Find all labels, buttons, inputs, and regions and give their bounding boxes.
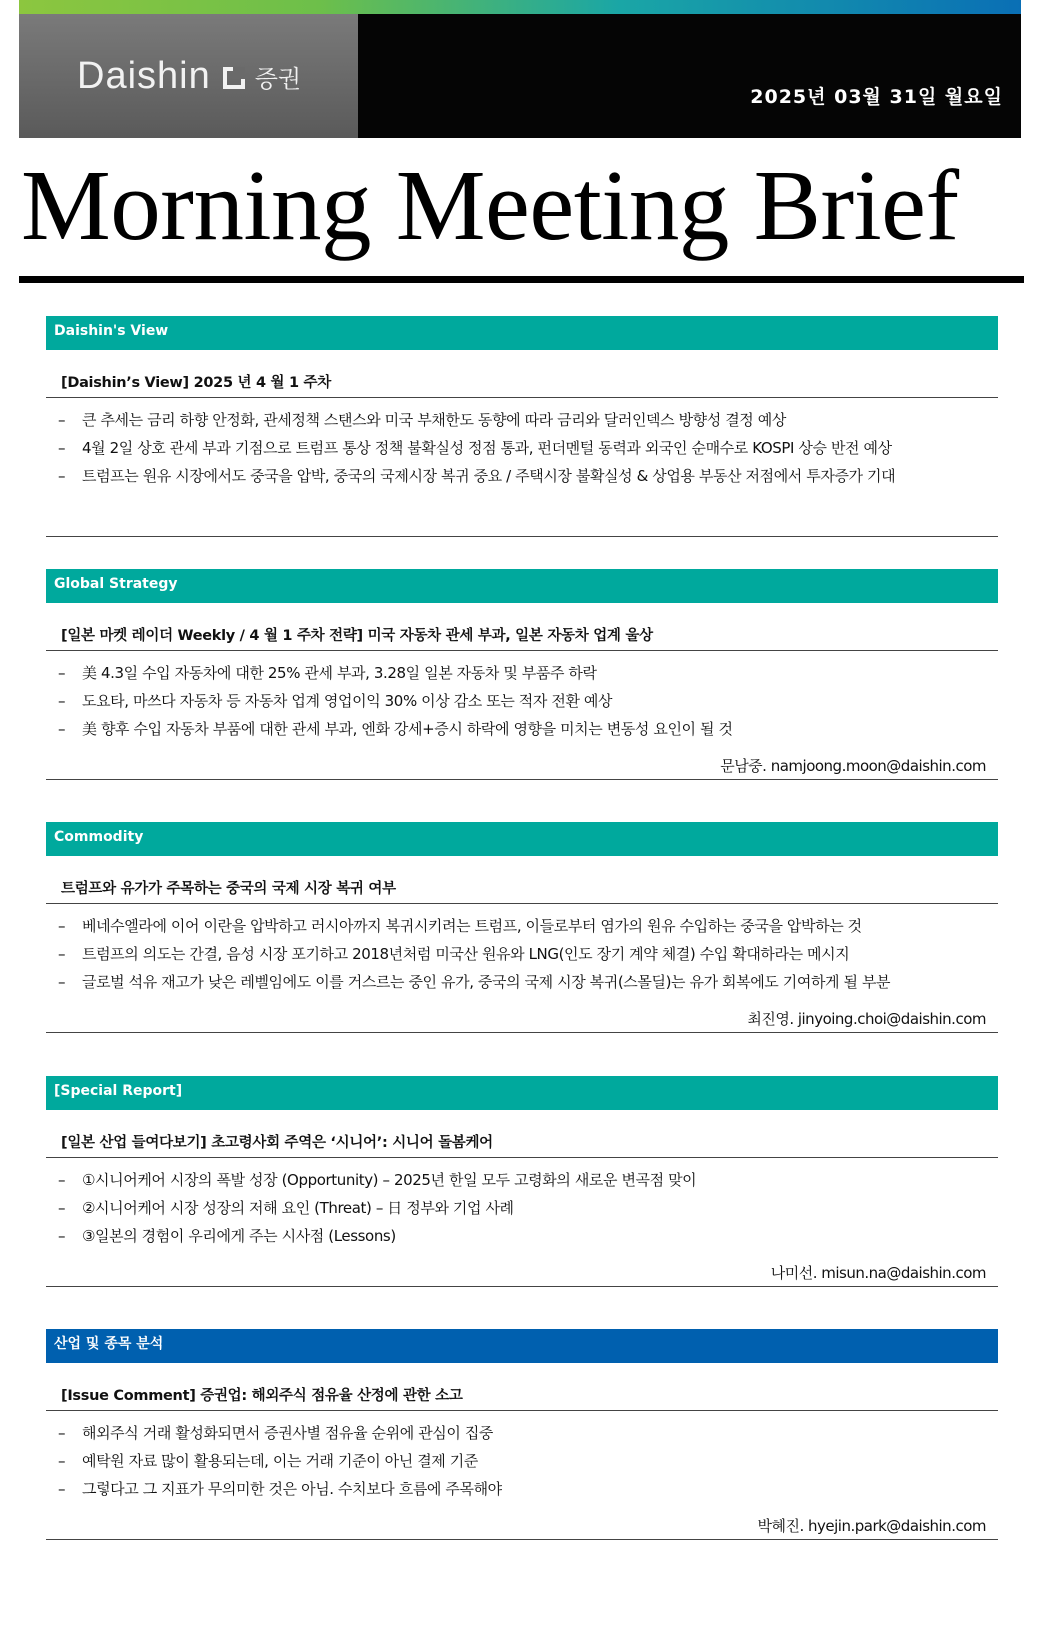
article-divider	[46, 650, 998, 651]
list-item: – 그렇다고 그 지표가 무의미한 것은 아님. 수치보다 흐름에 주목해야	[46, 1475, 998, 1503]
article-divider	[46, 397, 998, 398]
gradient-strip	[19, 0, 1021, 14]
list-item: – 美 4.3일 수입 자동차에 대한 25% 관세 부과, 3.28일 일본 자동차 및 부품주 하락	[46, 659, 998, 687]
article-title[interactable]: [일본 마켓 레이더 Weekly / 4 월 1 주차 전략] 미국 자동차 관세 부과, 일본 자동차 업계 울상	[61, 628, 653, 644]
article-title[interactable]: [일본 산업 들여다보기] 초고령사회 주역은 ‘시니어’: 시니어 돌봄케어	[61, 1135, 493, 1151]
list-item: – 트럼프는 원유 시장에서도 중국을 압박, 중국의 국제시장 복귀 중요 / 주택시장 불확실성 & 상업용 부동산 저점에서 투자증가 기대	[46, 462, 998, 490]
article-title[interactable]: [Issue Comment] 증권업: 해외주식 점유율 산정에 관한 소고	[61, 1388, 463, 1404]
list-item: – ③일본의 경험이 우리에게 주는 시사점 (Lessons)	[46, 1222, 998, 1250]
section-daishins-view	[46, 316, 998, 537]
section-label: Global Strategy	[46, 569, 998, 603]
section-label: 산업 및 종목 분석	[46, 1329, 998, 1363]
article-divider	[46, 903, 998, 904]
section-end-divider	[46, 1286, 998, 1287]
list-item: – 베네수엘라에 이어 이란을 압박하고 러시아까지 복귀시키려는 트럼프, 이들로부터 염가의 원유 수입하는 중국을 압박하는 것	[46, 912, 998, 940]
section-end-divider	[46, 779, 998, 780]
list-item: – 큰 추세는 금리 하향 안정화, 관세정책 스탠스와 미국 부채한도 동향에 따라 금리와 달러인덱스 방향성 결정 예상	[46, 406, 998, 434]
bullet-list	[46, 406, 998, 490]
article-divider	[46, 1410, 998, 1411]
logo-sub: 증권	[254, 64, 302, 93]
article-title[interactable]: 트럼프와 유가가 주목하는 중국의 국제 시장 복귀 여부	[61, 881, 396, 897]
date-area	[358, 14, 1021, 138]
bullet-list	[46, 1419, 998, 1503]
section-industry-analysis	[46, 1329, 998, 1540]
bullet-list	[46, 912, 998, 996]
article-title[interactable]: [Daishin’s View] 2025 년 4 월 1 주차	[61, 375, 331, 391]
header-banner	[19, 0, 1021, 138]
section-end-divider	[46, 1032, 998, 1033]
list-item: – 도요타, 마쓰다 자동차 등 자동차 업계 영업이익 30% 이상 감소 또는 적자 전환 예상	[46, 687, 998, 715]
author-contact[interactable]: 박혜진. hyejin.park@daishin.com	[757, 1517, 986, 1535]
list-item: – ①시니어케어 시장의 폭발 성장 (Opportunity) – 2025년 한일 모두 고령화의 새로운 변곡점 맞이	[46, 1166, 998, 1194]
section-label: Daishin's View	[46, 316, 998, 350]
section-end-divider	[46, 536, 998, 537]
article-divider	[46, 1157, 998, 1158]
list-item: – 해외주식 거래 활성화되면서 증권사별 점유율 순위에 관심이 집중	[46, 1419, 998, 1447]
author-contact[interactable]: 최진영. jinyoing.choi@daishin.com	[747, 1010, 986, 1028]
spacer	[46, 490, 998, 536]
issue-date: 2025년 03월 31일 월요일	[750, 86, 1003, 108]
section-global-strategy	[46, 569, 998, 780]
page-title: Morning Meeting Brief	[21, 149, 959, 261]
logo-area	[19, 14, 358, 138]
section-label: [Special Report]	[46, 1076, 998, 1110]
author-contact[interactable]: 나미선. misun.na@daishin.com	[770, 1264, 986, 1282]
title-divider	[19, 276, 1024, 283]
list-item: – 美 향후 수입 자동차 부품에 대한 관세 부과, 엔화 강세+증시 하락에 영향을 미치는 변동성 요인이 될 것	[46, 715, 998, 743]
section-special-report	[46, 1076, 998, 1287]
logo-text: Daishin	[77, 54, 211, 97]
section-end-divider	[46, 1539, 998, 1540]
author-contact[interactable]: 문남중. namjoong.moon@daishin.com	[720, 757, 986, 775]
bullet-list	[46, 659, 998, 743]
list-item: – 트럼프의 의도는 간결, 음성 시장 포기하고 2018년처럼 미국산 원유와 LNG(인도 장기 계약 체결) 수입 확대하라는 메시지	[46, 940, 998, 968]
list-item: – ②시니어케어 시장 성장의 저해 요인 (Threat) – 日 정부와 기업 사례	[46, 1194, 998, 1222]
section-label: Commodity	[46, 822, 998, 856]
list-item: – 글로벌 석유 재고가 낮은 레벨임에도 이를 거스르는 중인 유가, 중국의 국제 시장 복귀(스몰딜)는 유가 회복에도 기여하게 될 부분	[46, 968, 998, 996]
logo-mark-icon	[223, 67, 245, 89]
section-commodity	[46, 822, 998, 1033]
list-item: – 예탁원 자료 많이 활용되는데, 이는 거래 기준이 아닌 결제 기준	[46, 1447, 998, 1475]
bullet-list	[46, 1166, 998, 1250]
list-item: – 4월 2일 상호 관세 부과 기점으로 트럼프 통상 정책 불확실성 정점 통과, 펀더멘털 동력과 외국인 순매수로 KOSPI 상승 반전 예상	[46, 434, 998, 462]
